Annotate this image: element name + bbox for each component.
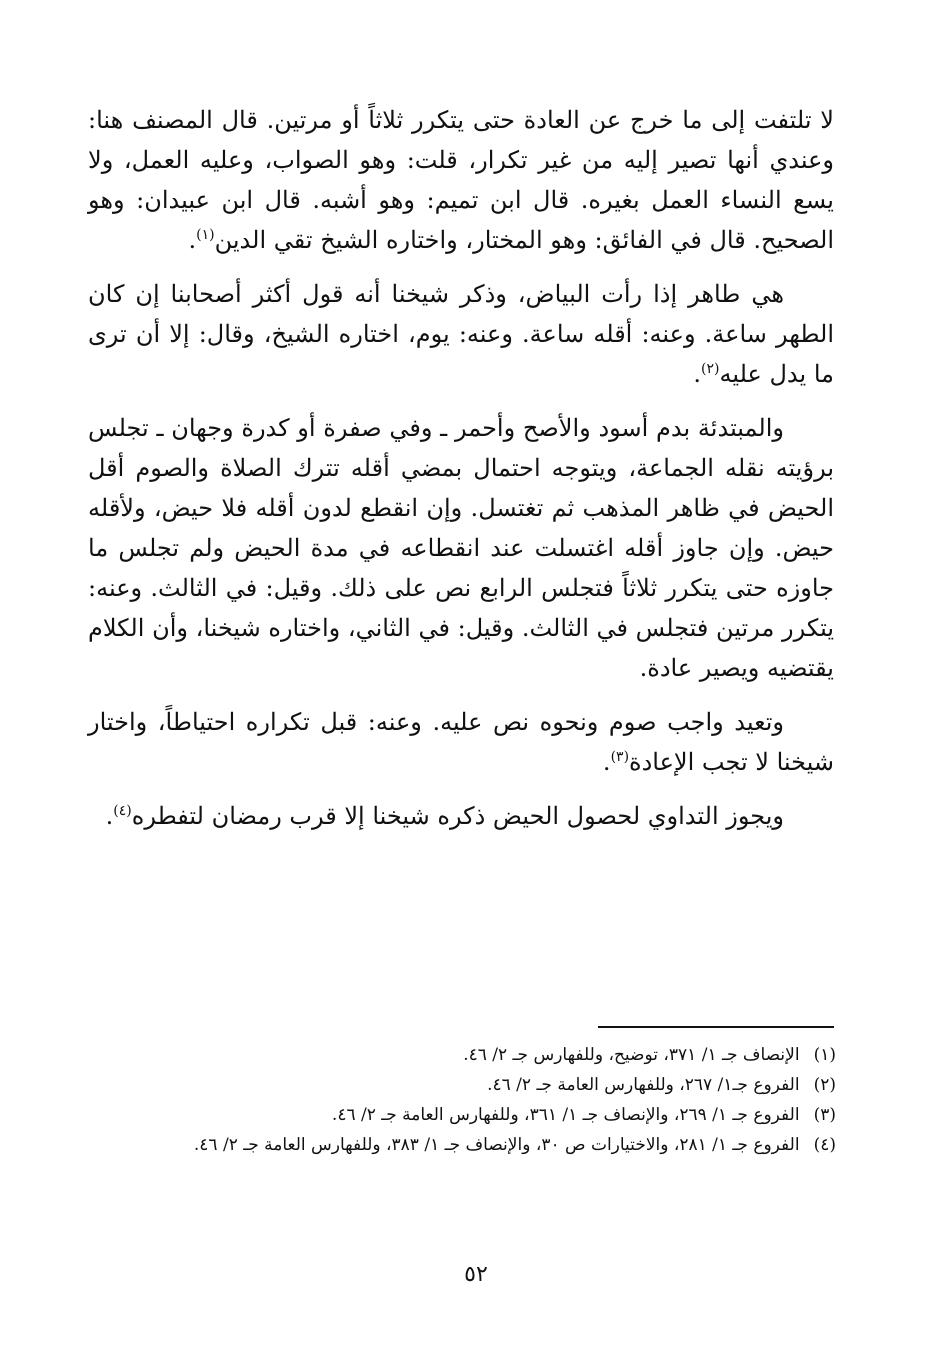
paragraph [88,702,834,782]
paragraph [88,100,834,260]
footnote-number: (٣) [813,1105,836,1125]
footnote-ref: (١) [196,227,215,243]
paragraph-tail: . [693,360,702,388]
paragraph-text: لا تلتفت إلى ما خرج عن العادة حتى يتكرر ثلاثاً أو مرتين. قال المصنف هنا: وعندي أنها تصير إليه من غير تكرار، قلت: وهو الصواب، وعليه العمل، ولا يسع النساء العمل بغيره. قال ابن تميم: وهو أشبه. قال ابن عبيدان: وهو الصحيح. قال في الفائق: وهو المختار، واختاره الشيخ تقي الدين [88,106,834,254]
paragraph-text: والمبتدئة بدم أسود والأصح وأحمر ـ وفي صفرة أو كدرة وجهان ـ تجلس برؤيته نقله الجماعة، ويتوجه احتمال بمضي أقله تترك الصلاة والصوم أقل الحيض في ظاهر المذهب ثم تغتسل. وإن انقطع لدون أقله فلا حيض، ولأقله حيض. وإن جاوز أقله اغتسلت عند انقطاعه في مدة الحيض ولم تجلس ما جاوزه حتى يتكرر ثلاثاً فتجلس الرابع نص على ذلك. وقيل: في الثالث. وعنه: يتكرر مرتين فتجلس في الثالث. وقيل: في الثاني، واختاره شيخنا، وأن الكلام يقتضيه ويصير عادة. [88,414,834,682]
footnote-ref: (٣) [610,749,630,765]
paragraph [88,408,834,688]
footnote-number: (١) [813,1045,836,1065]
paragraph-text: ويجوز التداوي لحصول الحيض ذكره شيخنا إلا قرب رمضان لتفطره [131,802,784,830]
footnotes [90,1040,836,1160]
footnote-number: (٤) [813,1135,836,1155]
footnote [90,1070,836,1100]
paragraph-tail: . [105,802,114,830]
paragraph-tail: . [188,226,197,254]
footnote [90,1130,836,1160]
footnote-text: الإنصاف جـ ١/ ٣٧١، توضيح، وللفهارس جـ ٢/ ٤٦. [463,1045,800,1065]
footnote-ref: (٤) [113,803,132,819]
footnote [90,1040,836,1070]
paragraph-text: هي طاهر إذا رأت البياض، وذكر شيخنا أنه قول أكثر أصحابنا إن كان الطهر ساعة. وعنه: أقله ساعة. وعنه: يوم، اختاره الشيخ، وقال: إلا أن ترى ما يدل عليه [88,280,834,388]
paragraph-tail: . [602,748,611,776]
main-text [88,100,834,850]
footnote [90,1100,836,1130]
footnote-ref: (٢) [701,361,720,377]
paragraph [88,796,834,836]
paragraph-text: وتعيد واجب صوم ونحوه نص عليه. وعنه: قبل تكراره احتياطاً، واختار شيخنا لا تجب الإعادة [88,708,834,776]
footnote-text: الفروع جـ ١/ ٢٦٩، والإنصاف جـ ١/ ٣٦١، وللفهارس العامة جـ ٢/ ٤٦. [331,1105,800,1125]
paragraph [88,274,834,394]
footnote-divider [598,1026,834,1028]
footnote-number: (٢) [813,1075,836,1095]
page-number: ٥٢ [464,1262,488,1287]
footnote-text: الفروع جـ١/ ٢٦٧، وللفهارس العامة جـ ٢/ ٤٦. [487,1075,800,1095]
footnote-text: الفروع جـ ١/ ٢٨١، والاختيارات ص ٣٠، والإنصاف جـ ١/ ٣٨٣، وللفهارس العامة جـ ٢/ ٤٦. [193,1135,800,1155]
